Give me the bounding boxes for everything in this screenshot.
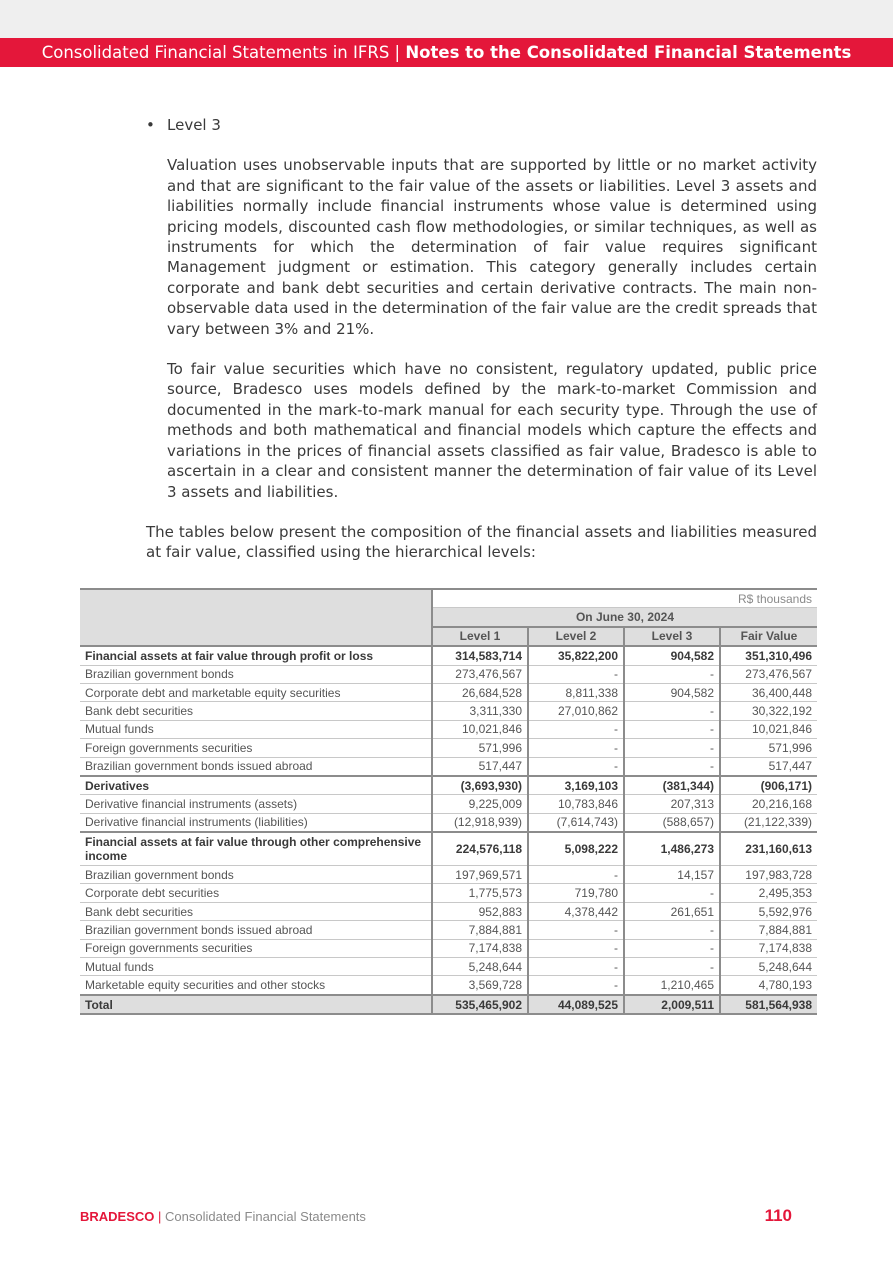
- row-value: 4,780,193: [720, 976, 817, 995]
- row-value: 207,313: [624, 795, 720, 813]
- row-value: 30,322,192: [720, 702, 817, 720]
- total-value: 2,009,511: [624, 995, 720, 1014]
- row-value: -: [624, 702, 720, 720]
- footer-title: Consolidated Financial Statements: [165, 1209, 366, 1224]
- row-value: 7,884,881: [432, 921, 528, 939]
- row-value: 5,248,644: [720, 958, 817, 976]
- header-prefix: Consolidated Financial Statements in IFRS: [41, 43, 390, 62]
- table-row: [80, 902, 817, 920]
- footer-brand-name: BRADESCO: [80, 1209, 155, 1224]
- table-row: [80, 884, 817, 902]
- row-value: 197,983,728: [720, 866, 817, 884]
- row-value: 1,210,465: [624, 976, 720, 995]
- row-label: Corporate debt securities: [80, 884, 432, 902]
- header-section: Notes to the Consolidated Financial Statements: [405, 43, 852, 62]
- table-date-header: On June 30, 2024: [432, 608, 817, 627]
- row-label: Bank debt securities: [80, 702, 432, 720]
- total-value: 535,465,902: [432, 995, 528, 1014]
- total-value: 44,089,525: [528, 995, 624, 1014]
- row-value: (3,693,930): [432, 776, 528, 795]
- table-row: [80, 939, 817, 957]
- table-row: [80, 683, 817, 701]
- row-value: 224,576,118: [432, 832, 528, 866]
- row-value: -: [528, 921, 624, 939]
- table-row: [80, 757, 817, 776]
- paragraph-tables-intro: The tables below present the composition of the financial assets and liabilities measured at fair value, classified using the hierarchical levels:: [146, 522, 817, 562]
- row-value: 10,021,846: [432, 720, 528, 738]
- table-row: [80, 958, 817, 976]
- row-value: 3,569,728: [432, 976, 528, 995]
- row-label: Financial assets at fair value through other comprehensive income: [80, 832, 432, 866]
- row-value: 3,311,330: [432, 702, 528, 720]
- bullet-level-3: [146, 115, 817, 135]
- row-value: 7,884,881: [720, 921, 817, 939]
- column-header-fair-value: Fair Value: [720, 627, 817, 646]
- column-header-level-2: Level 2: [528, 627, 624, 646]
- row-value: 35,822,200: [528, 646, 624, 665]
- row-label: Foreign governments securities: [80, 739, 432, 757]
- row-value: -: [528, 739, 624, 757]
- row-value: 10,783,846: [528, 795, 624, 813]
- row-value: 7,174,838: [720, 939, 817, 957]
- top-band: [0, 0, 893, 38]
- table-row: [80, 866, 817, 884]
- row-label: Marketable equity securities and other stocks: [80, 976, 432, 995]
- row-value: -: [528, 976, 624, 995]
- fair-value-table: [80, 588, 817, 1015]
- bullet-dot-icon: •: [146, 116, 155, 134]
- table-header-blank: [80, 589, 432, 646]
- row-label: Bank debt securities: [80, 902, 432, 920]
- row-value: -: [528, 757, 624, 776]
- row-value: 5,248,644: [432, 958, 528, 976]
- row-value: -: [624, 884, 720, 902]
- row-value: -: [624, 665, 720, 683]
- row-value: 27,010,862: [528, 702, 624, 720]
- row-value: 273,476,567: [432, 665, 528, 683]
- row-value: 8,811,338: [528, 683, 624, 701]
- column-header-level-3: Level 3: [624, 627, 720, 646]
- row-value: 3,169,103: [528, 776, 624, 795]
- table-row: [80, 720, 817, 738]
- row-label: Mutual funds: [80, 958, 432, 976]
- row-label: Brazilian government bonds issued abroad: [80, 757, 432, 776]
- row-label: Brazilian government bonds: [80, 866, 432, 884]
- row-value: 351,310,496: [720, 646, 817, 665]
- row-value: 231,160,613: [720, 832, 817, 866]
- row-value: 571,996: [432, 739, 528, 757]
- table-units: R$ thousands: [432, 589, 817, 608]
- table-row: [80, 921, 817, 939]
- row-value: 571,996: [720, 739, 817, 757]
- row-value: -: [528, 866, 624, 884]
- table-row: [80, 813, 817, 832]
- row-label: Brazilian government bonds: [80, 665, 432, 683]
- row-value: (21,122,339): [720, 813, 817, 832]
- row-value: -: [528, 720, 624, 738]
- footer-brand: [80, 1209, 366, 1224]
- row-value: -: [624, 720, 720, 738]
- row-value: 1,486,273: [624, 832, 720, 866]
- row-value: -: [528, 665, 624, 683]
- bullet-label: Level 3: [167, 116, 221, 134]
- row-value: 273,476,567: [720, 665, 817, 683]
- table-row: [80, 665, 817, 683]
- row-value: (381,344): [624, 776, 720, 795]
- row-label: Corporate debt and marketable equity securities: [80, 683, 432, 701]
- row-value: -: [528, 958, 624, 976]
- total-label: Total: [80, 995, 432, 1014]
- row-value: -: [624, 757, 720, 776]
- table-total-row: [80, 995, 817, 1014]
- row-value: (588,657): [624, 813, 720, 832]
- row-value: 952,883: [432, 902, 528, 920]
- table-row: [80, 646, 817, 665]
- row-value: 719,780: [528, 884, 624, 902]
- row-value: -: [624, 958, 720, 976]
- page-header: [0, 38, 893, 67]
- row-value: 9,225,009: [432, 795, 528, 813]
- row-value: (12,918,939): [432, 813, 528, 832]
- header-separator: |: [389, 43, 406, 62]
- row-value: -: [624, 939, 720, 957]
- row-value: 5,098,222: [528, 832, 624, 866]
- row-value: 14,157: [624, 866, 720, 884]
- column-header-level-1: Level 1: [432, 627, 528, 646]
- row-value: 5,592,976: [720, 902, 817, 920]
- table-row: [80, 795, 817, 813]
- row-value: -: [624, 921, 720, 939]
- total-value: 581,564,938: [720, 995, 817, 1014]
- row-value: (906,171): [720, 776, 817, 795]
- row-label: Derivative financial instruments (assets): [80, 795, 432, 813]
- row-label: Derivatives: [80, 776, 432, 795]
- row-label: Mutual funds: [80, 720, 432, 738]
- row-value: 36,400,448: [720, 683, 817, 701]
- row-value: 517,447: [720, 757, 817, 776]
- row-value: 20,216,168: [720, 795, 817, 813]
- row-value: 1,775,573: [432, 884, 528, 902]
- table-row: [80, 702, 817, 720]
- page-number: 110: [764, 1206, 792, 1225]
- row-value: 7,174,838: [432, 939, 528, 957]
- row-value: 314,583,714: [432, 646, 528, 665]
- row-value: 10,021,846: [720, 720, 817, 738]
- row-value: 197,969,571: [432, 866, 528, 884]
- row-label: Foreign governments securities: [80, 939, 432, 957]
- row-label: Brazilian government bonds issued abroad: [80, 921, 432, 939]
- row-value: 26,684,528: [432, 683, 528, 701]
- row-value: (7,614,743): [528, 813, 624, 832]
- body-text: [146, 115, 817, 563]
- row-value: -: [624, 739, 720, 757]
- table-row: [80, 776, 817, 795]
- row-label: Derivative financial instruments (liabilities): [80, 813, 432, 832]
- row-label: Financial assets at fair value through profit or loss: [80, 646, 432, 665]
- row-value: 517,447: [432, 757, 528, 776]
- paragraph-bradesco-models: To fair value securities which have no consistent, regulatory updated, public price source, Bradesco uses models defined by the mark-to-market Commission and documented in the mark-to-mark manual for each security type. Through the use of methods and both mathematical and financial models which capture the effects and variations in the prices of financial assets classified as fair value, Bradesco is able to ascertain in a clear and consistent manner the determination of fair value of its Level 3 assets and liabilities.: [167, 360, 817, 501]
- row-value: 904,582: [624, 683, 720, 701]
- row-value: -: [528, 939, 624, 957]
- row-value: 2,495,353: [720, 884, 817, 902]
- table-row: [80, 739, 817, 757]
- table-row: [80, 976, 817, 995]
- row-value: 261,651: [624, 902, 720, 920]
- paragraph-level3-description: Valuation uses unobservable inputs that are supported by little or no market activity and that are significant to the fair value of the assets or liabilities. Level 3 assets and liabilities normally include financial instruments whose value is determined using pricing models, discounted cash flow methodologies, or similar techniques, as well as instruments for which the determination of fair value requires significant Management judgment or estimation. This category generally includes certain corporate and bank debt securities and certain derivative contracts. The main non-observable data used in the determination of the fair value are the credit spreads that vary between 3% and 21%.: [167, 156, 817, 338]
- row-value: 904,582: [624, 646, 720, 665]
- table-row: [80, 832, 817, 866]
- footer-separator: |: [154, 1209, 166, 1224]
- row-value: 4,378,442: [528, 902, 624, 920]
